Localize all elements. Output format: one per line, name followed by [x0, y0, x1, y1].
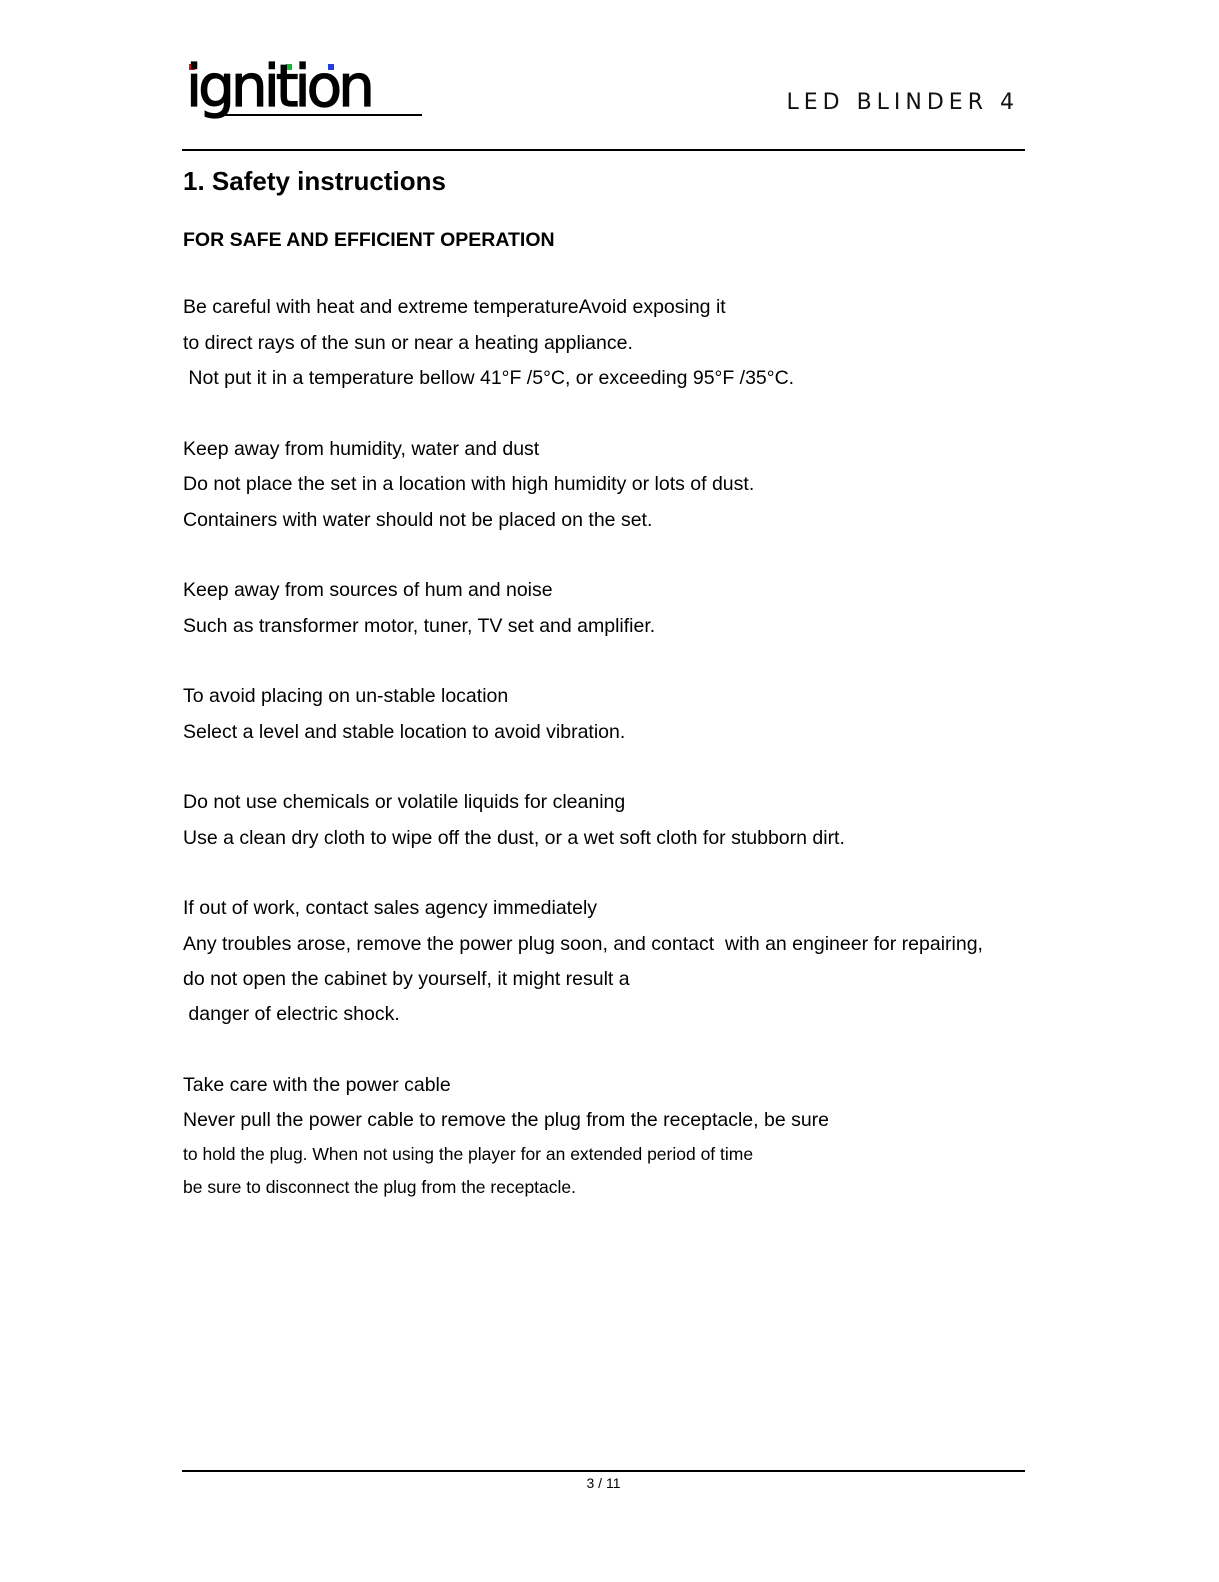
instruction-line: Select a level and stable location to avoid vibration. [183, 721, 626, 743]
section-heading: 1. Safety instructions [183, 166, 446, 196]
header-divider [182, 149, 1025, 151]
instruction-line: Containers with water should not be placed on the set. [183, 509, 653, 531]
section-subheading: FOR SAFE AND EFFICIENT OPERATION [183, 229, 555, 251]
instruction-line: Keep away from sources of hum and noise [183, 579, 553, 601]
instruction-line: do not open the cabinet by yourself, it might result a [183, 968, 630, 990]
ignition-logo [186, 58, 426, 128]
footer-divider [182, 1470, 1025, 1472]
instruction-line: Not put it in a temperature bellow 41°F /5°C, or exceeding 95°F /35°C. [183, 367, 795, 389]
instruction-line: Keep away from humidity, water and dust [183, 438, 540, 460]
document-title: LED BLINDER 4 [786, 90, 1019, 115]
logo-wordmark: ignition [186, 58, 371, 120]
instruction-line: to hold the plug. When not using the player for an extended period of time [183, 1144, 754, 1164]
instruction-line: Take care with the power cable [183, 1074, 451, 1096]
instruction-line: Any troubles arose, remove the power plug soon, and contact with an engineer for repairing, [183, 933, 983, 955]
instruction-line: Do not place the set in a location with high humidity or lots of dust. [183, 473, 755, 495]
instruction-line: To avoid placing on un-stable location [183, 685, 509, 707]
instruction-line: Such as transformer motor, tuner, TV set and amplifier. [183, 615, 656, 637]
instruction-line: If out of work, contact sales agency immediately [183, 897, 598, 919]
instruction-line: Never pull the power cable to remove the plug from the receptacle, be sure [183, 1109, 830, 1131]
instruction-line: Be careful with heat and extreme temperatureAvoid exposing it [183, 296, 726, 318]
instruction-line: be sure to disconnect the plug from the receptacle. [183, 1177, 577, 1197]
instruction-line: to direct rays of the sun or near a heating appliance. [183, 332, 633, 354]
page-number: 3 / 11 [586, 1475, 621, 1491]
instruction-line: Do not use chemicals or volatile liquids for cleaning [183, 791, 626, 813]
instruction-line: danger of electric shock. [183, 1003, 400, 1025]
instruction-line: Use a clean dry cloth to wipe off the dust, or a wet soft cloth for stubborn dirt. [183, 827, 845, 849]
